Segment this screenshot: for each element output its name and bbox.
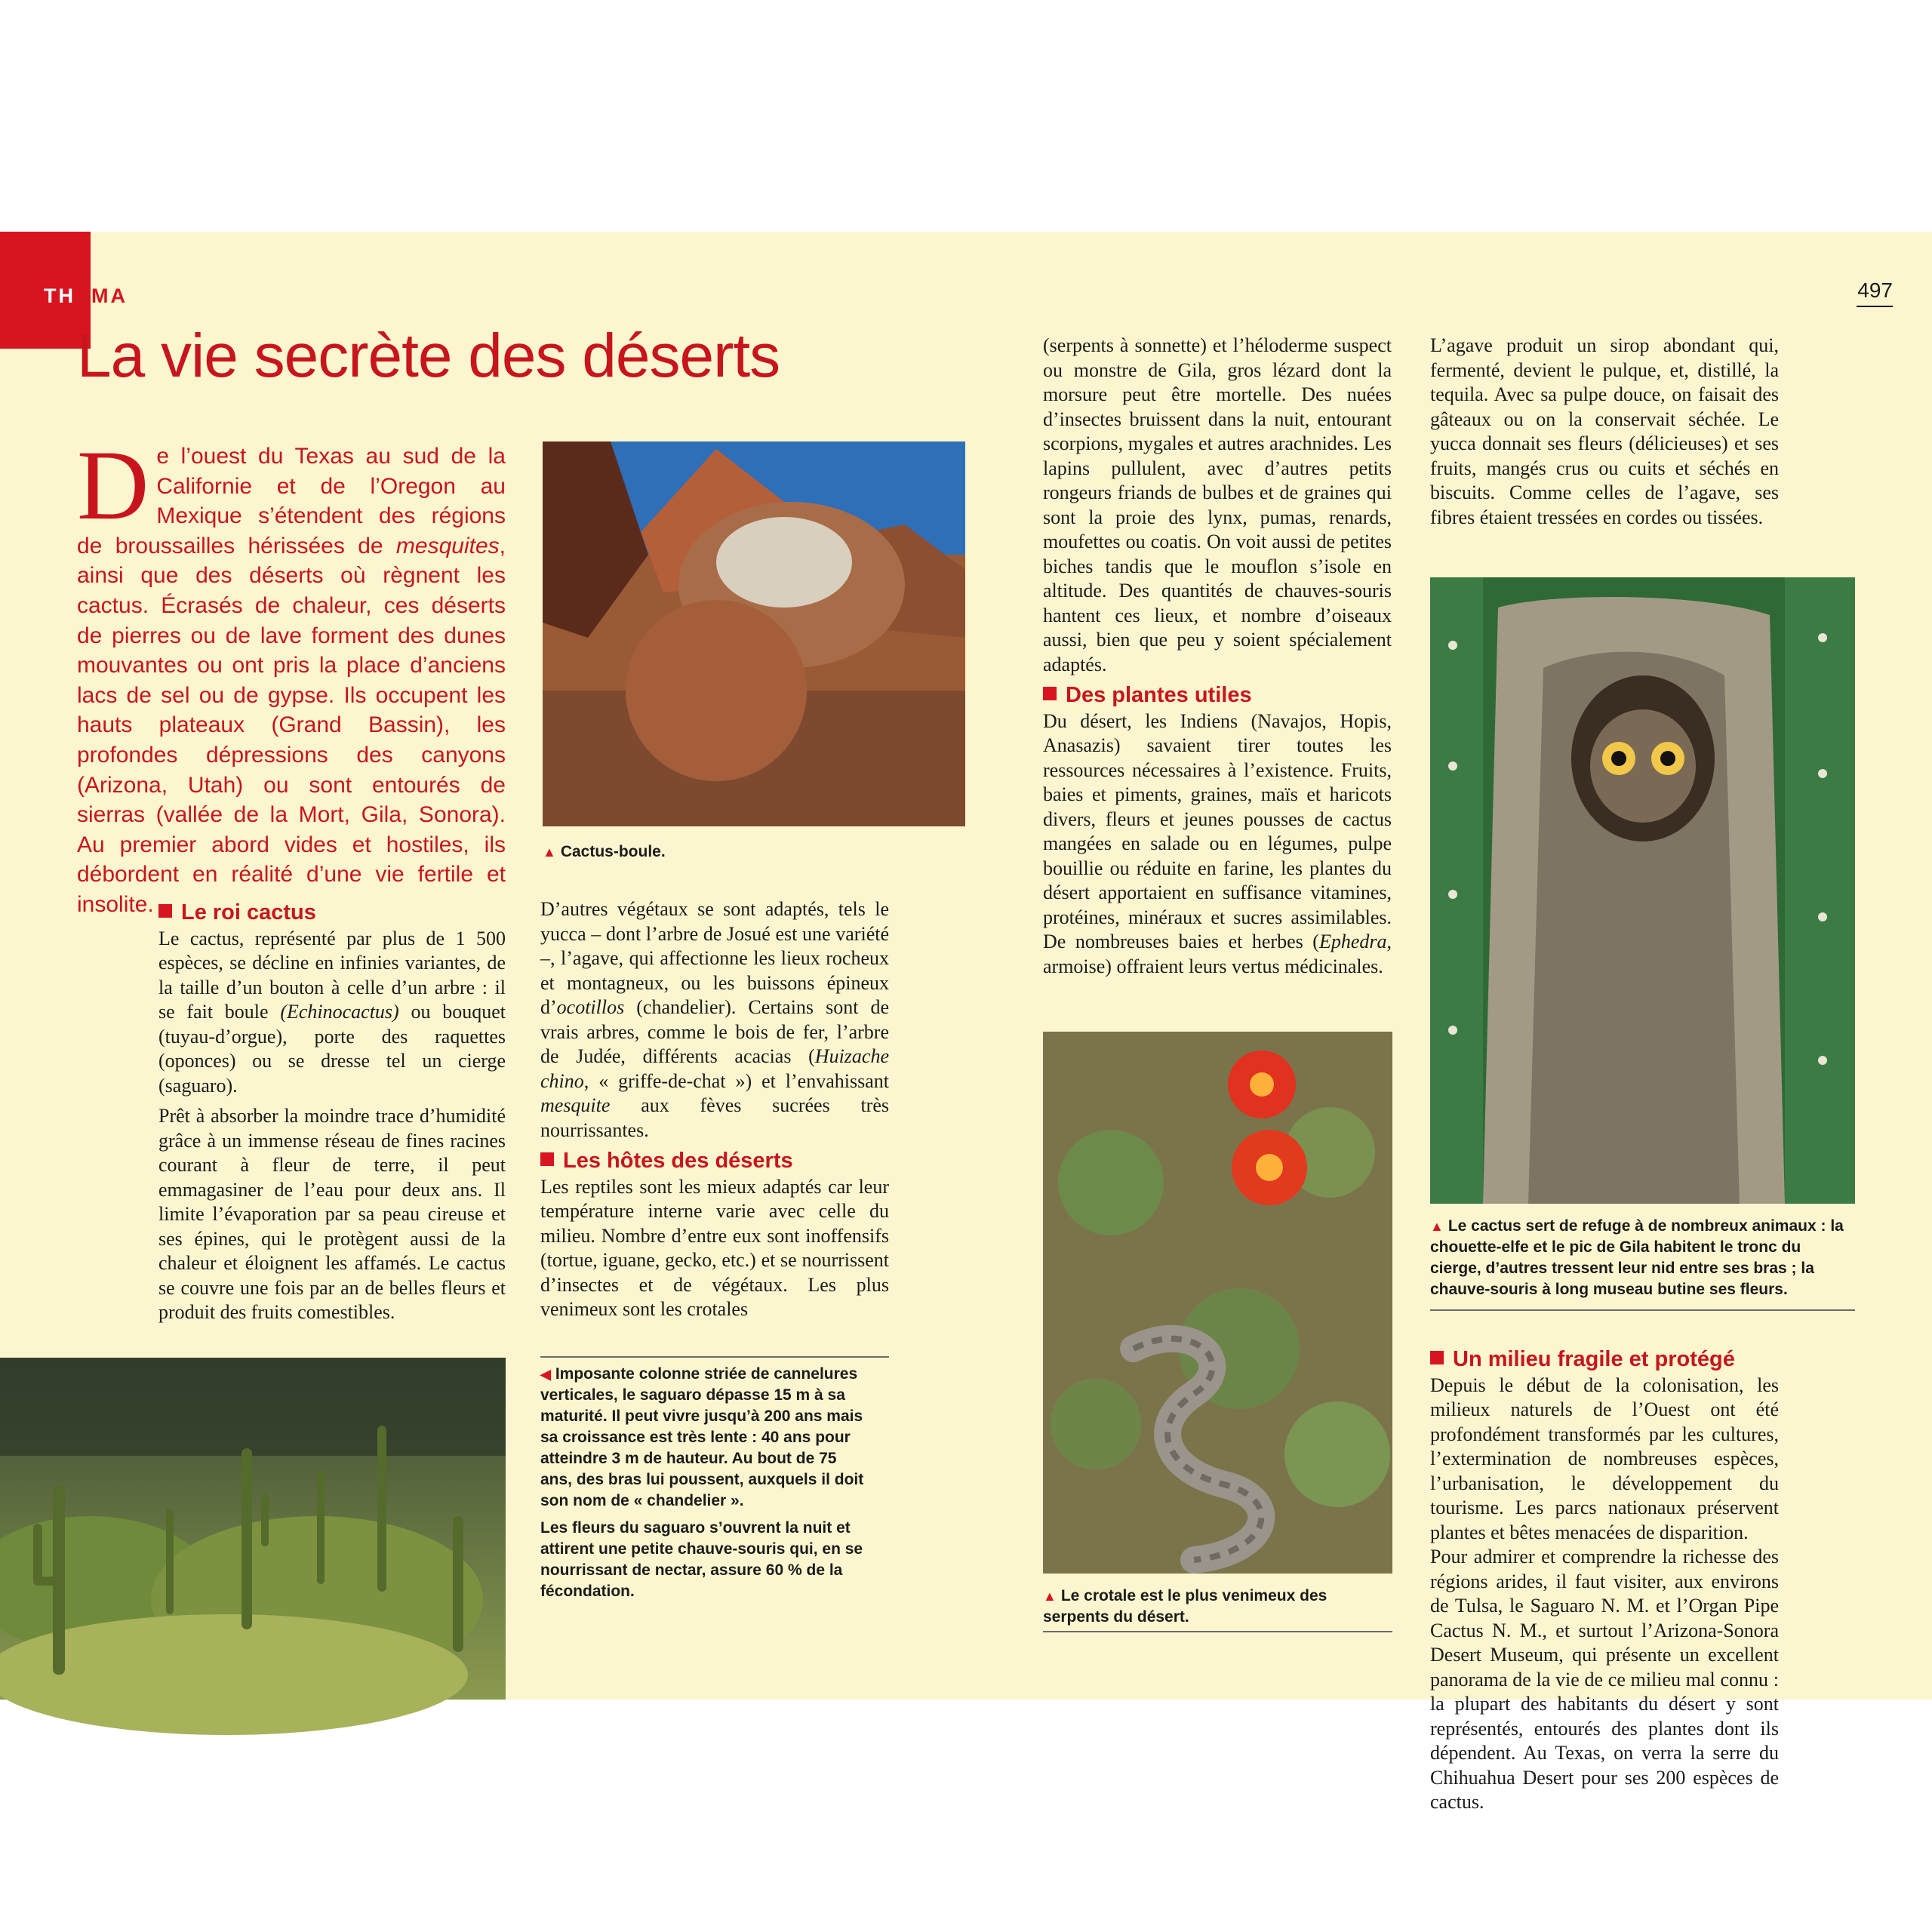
column-4-lower: [1430, 1343, 1779, 1821]
column-4: [1430, 334, 1779, 536]
heading-milieu-fragile: Un milieu fragile et protégé: [1430, 1347, 1779, 1372]
column-roi-cactus: [158, 896, 506, 1331]
triangle-up-icon: ▲: [543, 844, 556, 860]
caption-rule: [540, 1356, 889, 1358]
red-square-bullet: [540, 1152, 554, 1166]
heading-plantes-utiles: Des plantes utiles: [1043, 683, 1392, 708]
caption-crotale: ▲ Le crotale est le plus venimeux des serpents du désert.: [1043, 1587, 1327, 1626]
paragraph: Depuis le début de la colonisation, les milieux naturels de l’Ouest ont été profondément transformés par les cultures, l’extermination de nombreuses espèces, l’urbanisation, le développement du tourisme. Les parcs nationaux préservent plantes et bêtes menacées de disparition.: [1430, 1374, 1779, 1543]
paragraph: D’autres végétaux se sont adaptés, tels le yucca – dont l’arbre de Josué est une variété –, l’agave, qui affectionne les lieux rocheux et montagneux, ou les buissons épineux d’ocotillos (chandelier). Certains sont de vrais arbres, comme le bois de fer, l’arbre de Judée, différents acacias (Huizache chino, « griffe-de-chat ») et l’envahissant mesquite aux fèves sucrées très nourrissantes.: [540, 898, 889, 1141]
paragraph: Le cactus, représenté par plus de 1 500 espèces, se décline en infinies variantes, de la taille d’un bouton à celle d’un arbre : il se fait boule (Echinocactus) ou bouquet (tuyau-d’orgue), porte des raquettes (oponces) ou se dresse tel un cierge (saguaro).: [158, 927, 506, 1097]
section-label: THÉMA: [44, 285, 128, 307]
heading-roi-cactus: Le roi cactus: [158, 900, 506, 925]
paragraph: Du désert, les Indiens (Navajos, Hopis, Anasazis) savaient tirer toutes les ressources nécessaires à l’existence. Fruits, baies et piments, graines, maïs et haricots divers, fleurs et jeunes pousses de cactus mangées en salade ou en légumes, pulpe bouillie ou réduite en farine, les plantes du désert apportaient en suffisance vitamines, protéines, minéraux et sucres assimilables. De nombreuses baies et herbes (Ephedra, armoise) offraient leurs vertus médicinales.: [1043, 709, 1392, 977]
paragraph: Pour admirer et comprendre la richesse des régions arides, il faut visiter, aux environs de Tulsa, le Saguaro N. M. et l’Organ Pipe Cactus N. M., et surtout l’Arizona-Sonora Desert Museum, qui présente un excellent panorama de la vie de ce milieu mal connu : la plupart des habitants du désert y sont représentés, entourés des plantes dont ils dépendent. Au Texas, on verra la serre du Chihuahua Desert pour ses 200 espèces de cactus.: [1430, 1546, 1779, 1813]
caption-owl: ▲ Le cactus sert de refuge à de nombreux animaux : la chouette-elfe et le pic de Gila habitent le tronc du cierge, d’autres tressent leur nid entre ses bras ; la chauve-souris à long museau butine ses fleurs.: [1430, 1217, 1844, 1298]
page-title: La vie secrète des déserts: [77, 321, 780, 390]
dropcap: D: [77, 429, 149, 540]
intro-paragraph: De l’ouest du Texas au sud de la Californie et de l’Oregon au Mexique s’étendent des régions de broussailles hérissées de mesquites, ainsi que des déserts où règnent les cactus. Écrasés de chaleur, ces déserts de pierres ou de lave forment des dunes mouvantes ou ont pris la place d’anciens lacs de sel ou de gypse. Ils occupent les hauts plateaux (Grand Bassin), les profondes dépressions des canyons (Arizona, Utah) ou sont entourés de sierras (vallée de la Mort, Gila, Sonora). Au premier abord vides et hostiles, ils débordent en réalité d’une vie fertile et insolite.: [77, 429, 506, 917]
heading-hotes-deserts: Les hôtes des déserts: [540, 1149, 889, 1174]
triangle-up-icon: ▲: [1043, 1589, 1057, 1604]
column-2: [540, 897, 889, 1328]
column-3: [1043, 334, 1392, 985]
caption-paragraph: Les fleurs du saguaro s’ouvrent la nuit et attirent une petite chauve-souris qui, en se nourrissant de nectar, assure 60 % de la fécondation.: [540, 1519, 863, 1600]
caption-cactus-boule: ▲ Cactus-boule.: [543, 843, 666, 860]
photo-saguaro-landscape: [0, 1358, 506, 1700]
red-square-bullet: [1430, 1351, 1444, 1364]
paragraph: Les reptiles sont les mieux adaptés car leur température interne varie avec celle du milieu. Nombre d’entre eux sont inoffensifs (tortue, iguane, gecko, etc.) et se nourrissent d’insectes et de végétaux. Les plus venimeux sont les crotales: [540, 1175, 889, 1320]
caption-rule: [1043, 1631, 1392, 1632]
photo-crotale: [1043, 1032, 1392, 1574]
paragraph: L’agave produit un sirop abondant qui, fermenté, devient le pulque, et, distillé, la tequila. Avec sa pulpe douce, on faisait des gâteaux ou on la conservait séchée. Le yucca donnait ses fleurs (délicieuses) et ses fruits, mangés crus ou cuits et séchés en biscuits. Comme celles de l’agave, ses fibres étaient tressées en cordes ou tissées.: [1430, 334, 1779, 528]
photo-cactus-boule: [543, 441, 965, 826]
caption-paragraph: ◀ Imposante colonne striée de cannelures verticales, le saguaro dépasse 15 m à sa maturité. Il peut vivre jusqu’à 200 ans mais sa croissance est très lente : 40 ans pour atteindre 3 m de hauteur. Au bout de 75 ans, des bras lui poussent, auxquels il doit son nom de « chandelier ».: [540, 1365, 864, 1509]
caption-saguaro: [540, 1364, 872, 1608]
caption-rule: [1430, 1309, 1855, 1311]
red-square-bullet: [158, 904, 172, 918]
paragraph: (serpents à sonnette) et l’héloderme suspect ou monstre de Gila, gros lézard dont la morsure peut être mortelle. Des nuées d’insectes bruissent dans la nuit, entourant scorpions, mygales et autres arachnides. Les lapins pullulent, avec d’autres petits rongeurs friands de bulbes et de graines qui sont la proie des lynx, pumas, renards, moufettes ou coatis. On voit aussi de petites biches tandis que le mouflon s’isole en altitude. Des quantités de chauves-souris hantent ces lieux, et nombre d’oiseaux aussi, bien que peu y soient spécialement adaptés.: [1043, 334, 1392, 675]
red-square-bullet: [1043, 687, 1057, 700]
triangle-left-icon: ◀: [540, 1367, 551, 1382]
page-number: 497: [1857, 278, 1893, 307]
photo-owl-saguaro: [1430, 577, 1855, 1204]
magazine-spread: [0, 232, 1932, 1813]
paragraph: Prêt à absorber la moindre trace d’humidité grâce à un immense réseau de fines racines courant à fleur de terre, il peut emmagasiner de l’eau pour deux ans. Il limite l’évaporation par sa peau cireuse et ses épines, qui le protègent aussi de la chaleur et éloignent les affamés. Le cactus se couvre une fois par an de belles fleurs et produit des fruits comestibles.: [158, 1105, 506, 1323]
triangle-up-icon: ▲: [1430, 1219, 1444, 1234]
